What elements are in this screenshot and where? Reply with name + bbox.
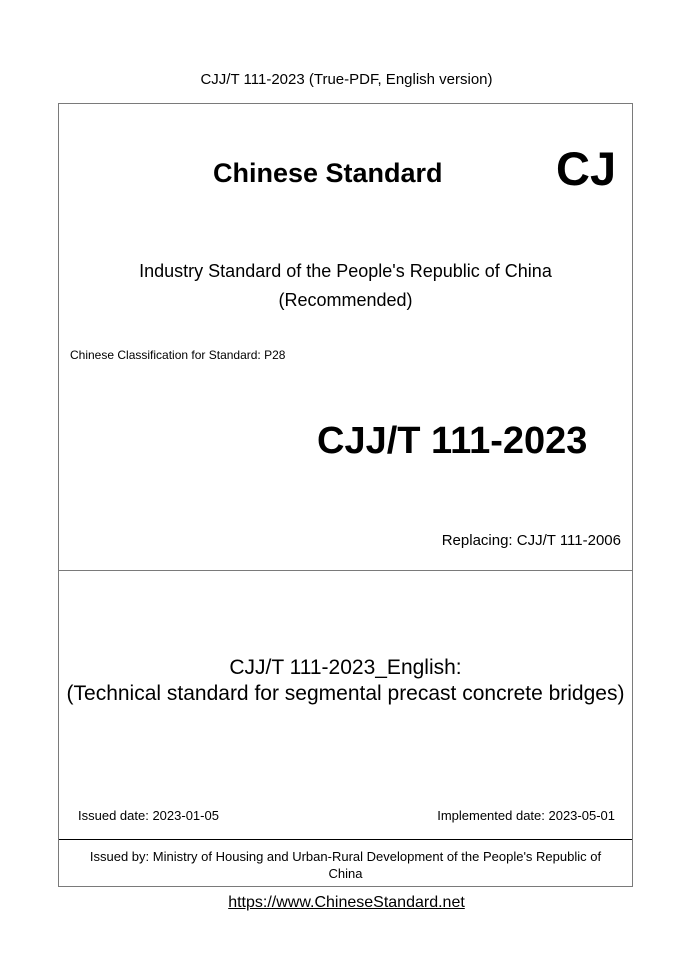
standard-category-mark: CJ xyxy=(556,142,617,195)
cover-frame xyxy=(58,103,633,887)
website-link[interactable]: https://www.ChineseStandard.net xyxy=(228,894,465,911)
replacing-standard: Replacing: CJJ/T 111-2006 xyxy=(441,532,621,549)
issuer-line: Issued by: Ministry of Housing and Urban-Rural Development of the People's Republic of xyxy=(89,849,602,864)
implemented-date: Implemented date: 2023-05-01 xyxy=(437,808,615,823)
standard-number: CJJ/T 111-2023 xyxy=(317,420,588,462)
recommended-line: (Recommended) xyxy=(278,290,413,310)
title-code-line: CJJ/T 111-2023_English: xyxy=(229,656,462,679)
issuer-divider xyxy=(59,839,632,840)
industry-line: Industry Standard of the People's Republic of China xyxy=(139,261,552,281)
document-caption: CJJ/T 111-2023 (True-PDF, English version) xyxy=(200,71,493,88)
issued-date: Issued date: 2023-01-05 xyxy=(78,808,219,823)
title-description-line: (Technical standard for segmental precast concrete bridges) xyxy=(66,682,625,705)
issuing-authority xyxy=(59,848,632,882)
section-divider xyxy=(59,570,632,571)
document-title xyxy=(59,655,632,707)
cover-heading: Chinese Standard xyxy=(213,158,443,188)
industry-statement xyxy=(59,257,632,315)
classification-code: Chinese Classification for Standard: P28 xyxy=(70,348,286,362)
issuer-line-continued: China xyxy=(328,866,363,881)
